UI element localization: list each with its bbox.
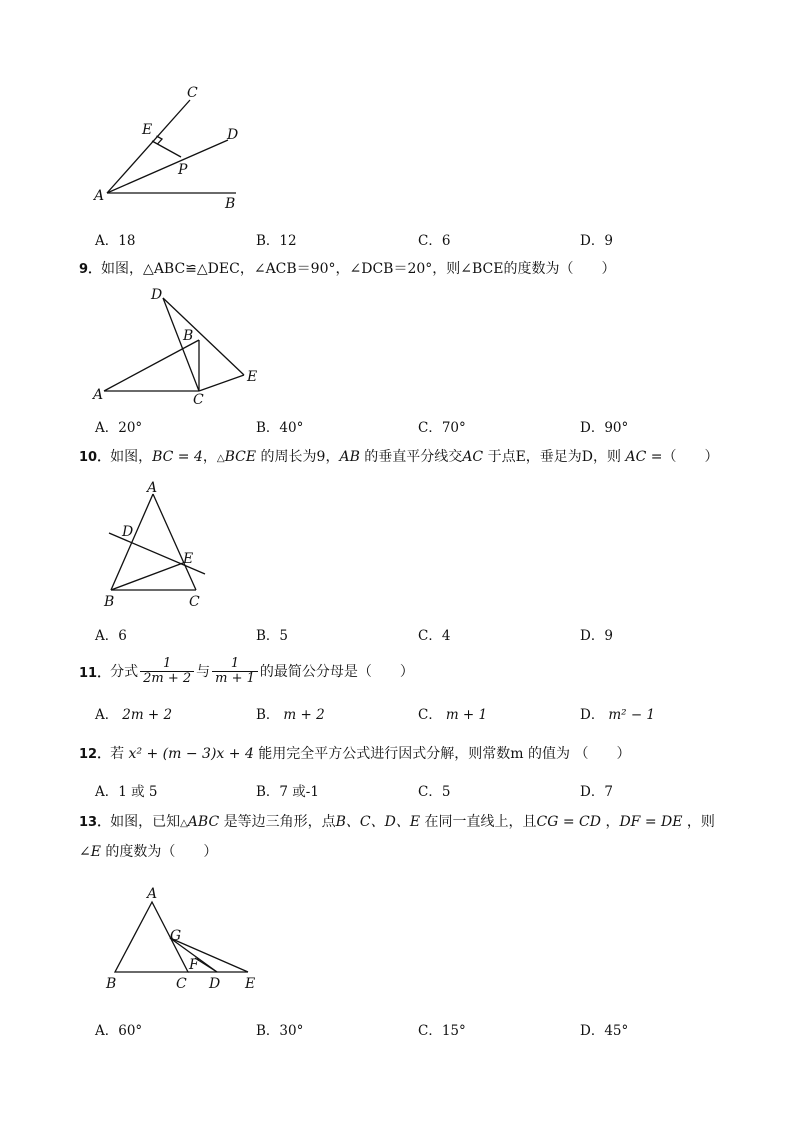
q11-frac2-numerator: 1	[212, 657, 258, 672]
label-d: D	[209, 976, 221, 992]
q13-cg-equation: CG = CD	[536, 814, 601, 830]
label-d: D	[122, 524, 134, 540]
q12-expression: x² + (m − 3)x + 4	[128, 746, 254, 762]
q13-points: B、C、D、E	[335, 814, 421, 830]
label-c: C	[189, 594, 200, 610]
q10-number: 10．	[79, 450, 111, 465]
label-e: E	[142, 122, 153, 138]
q11-option-d-label: D．	[580, 707, 605, 723]
q10-text-end: （ ）	[662, 449, 719, 465]
label-g: G	[170, 928, 182, 944]
q13-line1-mid: 是等边三角形，点	[219, 814, 336, 830]
q11-option-a-label: A．	[95, 707, 119, 723]
q10-triangle-symbol: △	[216, 453, 225, 464]
label-a: A	[94, 188, 105, 204]
q13-number: 13．	[79, 815, 111, 830]
q11-frac2-denominator: m + 1	[215, 670, 255, 686]
q13-line1-end: ，则	[682, 814, 715, 830]
q11-option-b-label: B．	[256, 707, 280, 723]
label-e: E	[247, 369, 258, 385]
q9-option-b[interactable]: B．40°	[256, 420, 304, 436]
q13-sep: ，	[601, 814, 620, 830]
q11-text-end: 的最简公分母是（ ）	[259, 664, 414, 680]
q8-option-c[interactable]: C．6	[418, 233, 451, 249]
q10-ac: AC	[462, 449, 484, 465]
q11-option-b-expr: m + 2	[283, 707, 325, 723]
q12-option-c[interactable]: C．5	[418, 784, 451, 800]
q8-option-a[interactable]: A．18	[95, 233, 136, 249]
label-b: B	[104, 594, 115, 610]
q13-df-equation: DF = DE	[619, 814, 683, 830]
q13-triangle-symbol: △	[180, 818, 188, 829]
label-e: E	[183, 551, 194, 567]
label-b: B	[183, 328, 194, 344]
q11-option-c-label: C．	[418, 707, 442, 723]
q11-number: 11．	[79, 665, 111, 681]
q10-option-d[interactable]: D．9	[580, 628, 613, 644]
q10-bce: BCE	[224, 449, 257, 465]
label-b: B	[106, 976, 117, 992]
label-c: C	[193, 392, 204, 408]
q13-option-c[interactable]: C．15°	[418, 1023, 466, 1039]
q12-number: 12．	[79, 747, 111, 762]
label-c: C	[187, 85, 198, 101]
q11-text-mid: 与	[196, 664, 211, 680]
label-c: C	[176, 976, 187, 992]
q9-number: 9．	[79, 262, 102, 277]
q10-text-mid2: 的垂直平分线交	[359, 449, 463, 465]
label-d: D	[151, 287, 163, 303]
label-f: F	[189, 957, 199, 973]
q10-bc-equation: BC = 4	[152, 449, 203, 465]
q10-text-mid1: 的周长为9，	[256, 449, 340, 465]
q12-option-a[interactable]: A．1 或 5	[95, 784, 158, 800]
q10-text-mid3: 于点E，垂足为D，则	[483, 449, 626, 465]
q9-option-a[interactable]: A．20°	[95, 420, 143, 436]
q10-ab: AB	[339, 449, 360, 465]
q10-option-a[interactable]: A．6	[95, 628, 127, 644]
q10-sep: ，	[202, 449, 217, 465]
q13-option-a[interactable]: A．60°	[95, 1023, 143, 1039]
q9-text: 如图，△ABC≌△DEC，∠ACB＝90°，∠DCB＝20°，则∠BCE的度数为（ ）	[101, 261, 616, 277]
q13-angle-e: ∠E	[79, 844, 101, 860]
q8-option-d[interactable]: D．9	[580, 233, 613, 249]
label-e: E	[245, 976, 256, 992]
label-b: B	[225, 196, 236, 212]
q12-text-end: 能用完全平方公式进行因式分解，则常数m 的值为 （ ）	[253, 746, 631, 762]
label-d: D	[227, 127, 239, 143]
q12-option-d[interactable]: D．7	[580, 784, 613, 800]
q11-frac1-denominator: 2m + 2	[143, 670, 192, 686]
q13-abc: ABC	[187, 814, 220, 830]
q10-option-c[interactable]: C．4	[418, 628, 451, 644]
q13-line1-pre: 如图，已知	[110, 814, 181, 830]
q13-option-b[interactable]: B．30°	[256, 1023, 304, 1039]
q10-text-pre: 如图，	[110, 449, 153, 465]
q12-option-b[interactable]: B．7 或-1	[256, 784, 319, 800]
q11-option-a-expr: 2m + 2	[122, 707, 173, 723]
q11-option-c-expr: m + 1	[445, 707, 488, 723]
q11-text-pre: 分式	[110, 664, 139, 680]
q11-frac1-numerator: 1	[140, 657, 194, 672]
q9-option-c[interactable]: C．70°	[418, 420, 466, 436]
label-a: A	[147, 886, 158, 902]
q13-line1-mid2: 在同一直线上，且	[420, 814, 537, 830]
label-a: A	[93, 387, 104, 403]
q11-option-d-expr: m² − 1	[608, 707, 656, 723]
q9-option-d[interactable]: D．90°	[580, 420, 629, 436]
label-a: A	[147, 480, 158, 496]
q12-text-pre: 若	[110, 746, 129, 762]
q8-option-b[interactable]: B．12	[256, 233, 297, 249]
q10-ac-equation: AC =	[625, 449, 663, 465]
q13-line2-end: 的度数为（ ）	[100, 844, 218, 860]
q13-option-d[interactable]: D．45°	[580, 1023, 629, 1039]
label-p: P	[178, 162, 188, 178]
q10-option-b[interactable]: B．5	[256, 628, 289, 644]
